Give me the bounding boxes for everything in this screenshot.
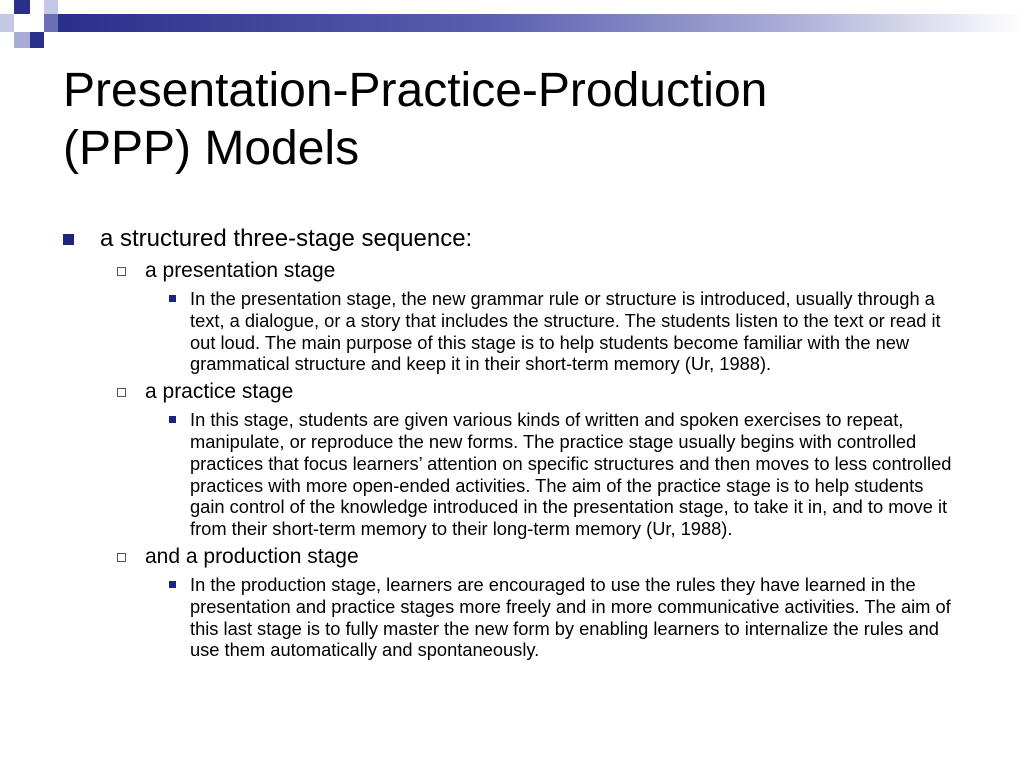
small-square-bullet-icon	[169, 295, 176, 302]
deco-square-3	[0, 14, 14, 32]
slide-title	[63, 62, 983, 178]
header-decoration	[0, 0, 1024, 60]
deco-square-6	[30, 32, 44, 48]
title-line-2: (PPP) Models	[63, 122, 360, 175]
deco-square-1	[14, 0, 30, 14]
bullet-intro	[62, 224, 962, 254]
deco-square-2	[44, 0, 58, 14]
stage-practice-detail	[62, 409, 962, 540]
square-bullet-icon	[63, 234, 74, 245]
slide-body	[62, 224, 962, 661]
stage-production	[62, 544, 962, 570]
hollow-square-bullet-icon	[117, 388, 126, 397]
stage-production-detail	[62, 574, 962, 661]
intro-text: a structured three-stage sequence:	[100, 225, 473, 252]
stage-label: a presentation stage	[145, 259, 336, 282]
stage-presentation	[62, 258, 962, 284]
small-square-bullet-icon	[169, 416, 176, 423]
hollow-square-bullet-icon	[117, 267, 126, 276]
stage-detail-text: In this stage, students are given various kinds of written and spoken exercises to repeat, manipulate, or reproduce the new forms. The practice stage usually begins with controlled practices that focus learners’ attention on specific structures and then moves to less controlled practices with more open-ended activities. The aim of the practice stage is to help students gain control of the knowledge introduced in the presentation stage, to take it in, and to move it from their short-term memory to their long-term memory (Ur, 1988).	[190, 409, 952, 540]
title-line-1: Presentation-Practice-Production	[63, 64, 768, 117]
deco-square-4	[30, 14, 44, 32]
small-square-bullet-icon	[169, 581, 176, 588]
deco-square-7	[14, 32, 30, 48]
stage-presentation-detail	[62, 288, 962, 375]
hollow-square-bullet-icon	[117, 553, 126, 562]
stage-practice	[62, 379, 962, 405]
stage-detail-text: In the production stage, learners are encouraged to use the rules they have learned in the presentation and practice stages more freely and in more communicative activities. The aim of this last stage is to fully master the new form by enabling learners to internalize the rules and use them automatically and spontaneously.	[190, 573, 951, 661]
stage-label: a practice stage	[145, 380, 294, 404]
stage-detail-text: In the presentation stage, the new grammar rule or structure is introduced, usually through a text, a dialogue, or a story that includes the structure. The students listen to the text or read it out loud. The main purpose of this stage is to help students become familiar with the new grammatical structure and keep it in their short-term memory (Ur, 1988).	[190, 288, 941, 375]
stage-label: and a production stage	[145, 544, 359, 568]
header-gradient-bar	[58, 14, 1024, 32]
deco-square-5	[44, 14, 58, 32]
